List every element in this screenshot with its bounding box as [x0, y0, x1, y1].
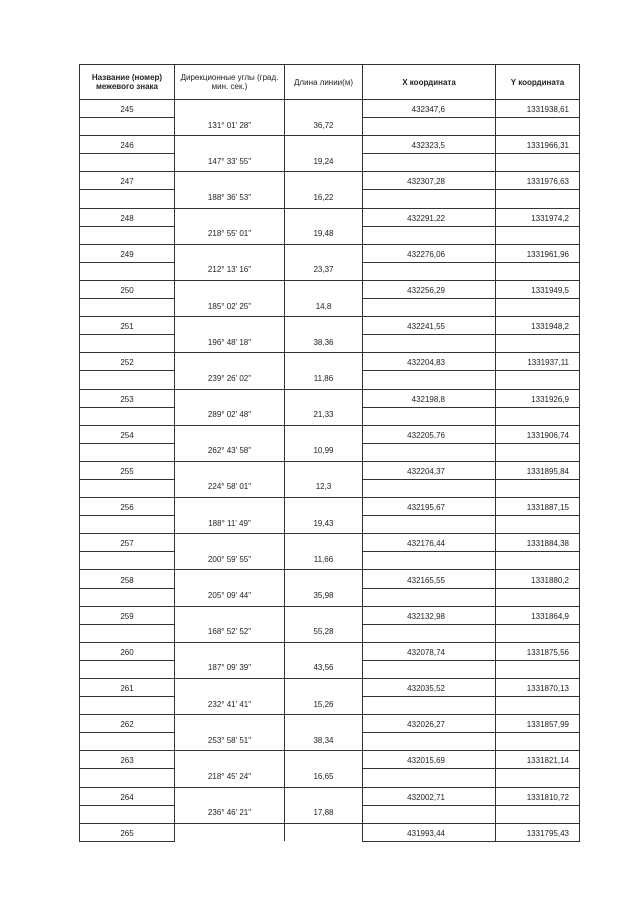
table-row	[80, 136, 580, 154]
empty-cell	[363, 226, 496, 244]
empty-cell	[496, 697, 580, 715]
empty-cell	[80, 443, 175, 461]
x-coordinate: 432276,06	[363, 244, 496, 262]
x-coordinate: 432204,37	[363, 461, 496, 479]
empty-cell	[175, 787, 285, 805]
empty-cell	[175, 172, 285, 190]
empty-cell	[363, 407, 496, 425]
table-row	[80, 299, 580, 317]
empty-cell	[285, 570, 363, 588]
directional-angle: 224° 58' 01"	[175, 479, 285, 497]
empty-cell	[496, 443, 580, 461]
boundary-mark-name: 246	[80, 136, 175, 154]
empty-cell	[285, 787, 363, 805]
y-coordinate: 1331880,2	[496, 570, 580, 588]
directional-angle: 187° 09' 39"	[175, 660, 285, 678]
empty-cell	[363, 371, 496, 389]
empty-cell	[80, 805, 175, 823]
x-coordinate: 432241,55	[363, 317, 496, 335]
empty-cell	[175, 244, 285, 262]
directional-angle: 218° 45' 24"	[175, 769, 285, 787]
empty-cell	[496, 118, 580, 136]
table-row	[80, 100, 580, 118]
boundary-mark-name: 258	[80, 570, 175, 588]
table-row	[80, 226, 580, 244]
empty-cell	[496, 516, 580, 534]
boundary-mark-name: 262	[80, 715, 175, 733]
empty-cell	[175, 100, 285, 118]
empty-cell	[175, 498, 285, 516]
table-row	[80, 317, 580, 335]
empty-cell	[80, 407, 175, 425]
table-row	[80, 208, 580, 226]
empty-cell	[285, 280, 363, 298]
empty-cell	[363, 660, 496, 678]
table-row	[80, 498, 580, 516]
table-row	[80, 805, 580, 823]
table-row	[80, 335, 580, 353]
empty-cell	[285, 498, 363, 516]
x-coordinate: 432256,29	[363, 280, 496, 298]
empty-cell	[496, 226, 580, 244]
directional-angle: 232° 41' 41"	[175, 697, 285, 715]
empty-cell	[363, 552, 496, 570]
directional-angle: 212° 13' 16"	[175, 262, 285, 280]
empty-cell	[175, 208, 285, 226]
line-length: 17,88	[285, 805, 363, 823]
line-length: 36,72	[285, 118, 363, 136]
line-length: 11,66	[285, 552, 363, 570]
empty-cell	[80, 624, 175, 642]
empty-cell	[363, 335, 496, 353]
table-row	[80, 660, 580, 678]
boundary-mark-name: 253	[80, 389, 175, 407]
table-row	[80, 118, 580, 136]
header-line-length: Длина линии(м)	[285, 65, 363, 100]
directional-angle: 236° 46' 21"	[175, 805, 285, 823]
table-row	[80, 697, 580, 715]
y-coordinate: 1331961,96	[496, 244, 580, 262]
table-row	[80, 443, 580, 461]
empty-cell	[285, 751, 363, 769]
boundary-mark-name: 257	[80, 534, 175, 552]
empty-cell	[363, 190, 496, 208]
empty-cell	[496, 660, 580, 678]
empty-cell	[363, 588, 496, 606]
boundary-mark-name: 261	[80, 679, 175, 697]
empty-cell	[175, 715, 285, 733]
directional-angle: 218° 55' 01"	[175, 226, 285, 244]
x-coordinate: 432035,52	[363, 679, 496, 697]
table-row	[80, 733, 580, 751]
table-row	[80, 407, 580, 425]
empty-cell	[363, 262, 496, 280]
empty-cell	[175, 823, 285, 841]
empty-cell	[80, 660, 175, 678]
empty-cell	[285, 715, 363, 733]
directional-angle: 131° 01' 28"	[175, 118, 285, 136]
empty-cell	[496, 479, 580, 497]
y-coordinate: 1331938,61	[496, 100, 580, 118]
y-coordinate: 1331864,9	[496, 606, 580, 624]
empty-cell	[496, 335, 580, 353]
directional-angle: 205° 09' 44"	[175, 588, 285, 606]
line-length: 55,28	[285, 624, 363, 642]
empty-cell	[363, 299, 496, 317]
table-row	[80, 606, 580, 624]
x-coordinate: 432015,69	[363, 751, 496, 769]
y-coordinate: 1331810,72	[496, 787, 580, 805]
y-coordinate: 1331895,84	[496, 461, 580, 479]
x-coordinate: 432205,76	[363, 425, 496, 443]
line-length: 38,34	[285, 733, 363, 751]
boundary-mark-name: 248	[80, 208, 175, 226]
x-coordinate: 432026,27	[363, 715, 496, 733]
empty-cell	[80, 190, 175, 208]
table-row	[80, 715, 580, 733]
line-length: 35,98	[285, 588, 363, 606]
line-length: 19,43	[285, 516, 363, 534]
empty-cell	[285, 389, 363, 407]
directional-angle: 262° 43' 58"	[175, 443, 285, 461]
empty-cell	[363, 697, 496, 715]
boundary-mark-name: 255	[80, 461, 175, 479]
empty-cell	[285, 461, 363, 479]
directional-angle: 196° 48' 18"	[175, 335, 285, 353]
x-coordinate: 432291,22	[363, 208, 496, 226]
table-row	[80, 262, 580, 280]
directional-angle: 253° 58' 51"	[175, 733, 285, 751]
boundary-mark-name: 249	[80, 244, 175, 262]
x-coordinate: 432078,74	[363, 642, 496, 660]
empty-cell	[496, 407, 580, 425]
empty-cell	[285, 208, 363, 226]
empty-cell	[496, 624, 580, 642]
empty-cell	[496, 371, 580, 389]
empty-cell	[285, 172, 363, 190]
table-row	[80, 461, 580, 479]
y-coordinate: 1331795,43	[496, 823, 580, 841]
header-x-coordinate: X координата	[363, 65, 496, 100]
y-coordinate: 1331875,56	[496, 642, 580, 660]
empty-cell	[175, 136, 285, 154]
empty-cell	[285, 100, 363, 118]
empty-cell	[175, 642, 285, 660]
boundary-mark-name: 260	[80, 642, 175, 660]
empty-cell	[80, 371, 175, 389]
empty-cell	[496, 733, 580, 751]
y-coordinate: 1331870,13	[496, 679, 580, 697]
x-coordinate: 432002,71	[363, 787, 496, 805]
header-directional-angles: Дирекционные углы (град. мин. сек.)	[175, 65, 285, 100]
empty-cell	[80, 733, 175, 751]
boundary-mark-name: 259	[80, 606, 175, 624]
table-row	[80, 642, 580, 660]
empty-cell	[175, 425, 285, 443]
empty-cell	[175, 461, 285, 479]
y-coordinate: 1331887,15	[496, 498, 580, 516]
table-row	[80, 534, 580, 552]
line-length: 16,65	[285, 769, 363, 787]
table-row	[80, 371, 580, 389]
table-row	[80, 353, 580, 371]
empty-cell	[80, 154, 175, 172]
empty-cell	[80, 118, 175, 136]
empty-cell	[496, 262, 580, 280]
x-coordinate: 432195,67	[363, 498, 496, 516]
empty-cell	[363, 516, 496, 534]
empty-cell	[175, 389, 285, 407]
boundary-mark-name: 264	[80, 787, 175, 805]
table-row	[80, 244, 580, 262]
y-coordinate: 1331884,38	[496, 534, 580, 552]
empty-cell	[285, 353, 363, 371]
line-length: 43,56	[285, 660, 363, 678]
directional-angle: 200° 59' 55"	[175, 552, 285, 570]
empty-cell	[285, 679, 363, 697]
directional-angle: 289° 02' 48"	[175, 407, 285, 425]
empty-cell	[285, 317, 363, 335]
x-coordinate: 432198,8	[363, 389, 496, 407]
y-coordinate: 1331926,9	[496, 389, 580, 407]
boundary-mark-name: 256	[80, 498, 175, 516]
boundary-mark-name: 250	[80, 280, 175, 298]
empty-cell	[285, 534, 363, 552]
boundary-mark-name: 247	[80, 172, 175, 190]
line-length: 23,37	[285, 262, 363, 280]
table-row	[80, 389, 580, 407]
y-coordinate: 1331976,63	[496, 172, 580, 190]
empty-cell	[175, 606, 285, 624]
table-row	[80, 751, 580, 769]
y-coordinate: 1331857,99	[496, 715, 580, 733]
empty-cell	[285, 606, 363, 624]
table-row	[80, 172, 580, 190]
empty-cell	[175, 570, 285, 588]
line-length: 19,48	[285, 226, 363, 244]
empty-cell	[285, 642, 363, 660]
header-boundary-mark-name: Название (номер) межевого знака	[80, 65, 175, 100]
x-coordinate: 431993,44	[363, 823, 496, 841]
table-row	[80, 154, 580, 172]
empty-cell	[285, 823, 363, 841]
line-length: 14,8	[285, 299, 363, 317]
table-row	[80, 190, 580, 208]
line-length: 11,86	[285, 371, 363, 389]
empty-cell	[363, 624, 496, 642]
table-row	[80, 425, 580, 443]
x-coordinate: 432307,28	[363, 172, 496, 190]
x-coordinate: 432323,5	[363, 136, 496, 154]
empty-cell	[363, 443, 496, 461]
table-row	[80, 552, 580, 570]
empty-cell	[80, 516, 175, 534]
boundary-mark-name: 245	[80, 100, 175, 118]
empty-cell	[80, 299, 175, 317]
empty-cell	[80, 697, 175, 715]
y-coordinate: 1331974,2	[496, 208, 580, 226]
boundary-mark-name: 254	[80, 425, 175, 443]
empty-cell	[363, 479, 496, 497]
table-row	[80, 516, 580, 534]
boundary-mark-name: 252	[80, 353, 175, 371]
empty-cell	[496, 552, 580, 570]
empty-cell	[285, 136, 363, 154]
empty-cell	[496, 588, 580, 606]
line-length: 10,99	[285, 443, 363, 461]
empty-cell	[80, 262, 175, 280]
y-coordinate: 1331949,5	[496, 280, 580, 298]
empty-cell	[80, 769, 175, 787]
x-coordinate: 432176,44	[363, 534, 496, 552]
empty-cell	[80, 479, 175, 497]
y-coordinate: 1331966,31	[496, 136, 580, 154]
empty-cell	[363, 154, 496, 172]
table-row	[80, 570, 580, 588]
table-row	[80, 769, 580, 787]
line-length: 19,24	[285, 154, 363, 172]
coordinates-table	[79, 64, 580, 842]
table-row	[80, 679, 580, 697]
empty-cell	[496, 154, 580, 172]
table-row	[80, 823, 580, 841]
line-length: 21,33	[285, 407, 363, 425]
x-coordinate: 432347,6	[363, 100, 496, 118]
table-row	[80, 787, 580, 805]
empty-cell	[285, 425, 363, 443]
empty-cell	[175, 280, 285, 298]
directional-angle: 188° 36' 53"	[175, 190, 285, 208]
y-coordinate: 1331937,11	[496, 353, 580, 371]
empty-cell	[496, 805, 580, 823]
empty-cell	[175, 317, 285, 335]
empty-cell	[285, 244, 363, 262]
empty-cell	[80, 552, 175, 570]
empty-cell	[363, 769, 496, 787]
table-row	[80, 479, 580, 497]
empty-cell	[80, 588, 175, 606]
line-length: 38,36	[285, 335, 363, 353]
line-length: 16,22	[285, 190, 363, 208]
y-coordinate: 1331948,2	[496, 317, 580, 335]
line-length: 12,3	[285, 479, 363, 497]
empty-cell	[363, 118, 496, 136]
table-header-row	[80, 65, 580, 100]
empty-cell	[175, 353, 285, 371]
y-coordinate: 1331906,74	[496, 425, 580, 443]
empty-cell	[175, 679, 285, 697]
empty-cell	[363, 805, 496, 823]
header-y-coordinate: Y координата	[496, 65, 580, 100]
line-length: 15,26	[285, 697, 363, 715]
directional-angle: 168° 52' 52"	[175, 624, 285, 642]
table-row	[80, 588, 580, 606]
table-row	[80, 280, 580, 298]
y-coordinate: 1331821,14	[496, 751, 580, 769]
x-coordinate: 432165,55	[363, 570, 496, 588]
empty-cell	[175, 751, 285, 769]
table-row	[80, 624, 580, 642]
boundary-mark-name: 251	[80, 317, 175, 335]
table-body	[80, 100, 580, 842]
empty-cell	[496, 769, 580, 787]
empty-cell	[496, 299, 580, 317]
directional-angle: 239° 26' 02"	[175, 371, 285, 389]
directional-angle: 185° 02' 25"	[175, 299, 285, 317]
directional-angle: 147° 33' 55"	[175, 154, 285, 172]
empty-cell	[80, 335, 175, 353]
x-coordinate: 432204,83	[363, 353, 496, 371]
empty-cell	[175, 534, 285, 552]
x-coordinate: 432132,98	[363, 606, 496, 624]
empty-cell	[496, 190, 580, 208]
boundary-mark-name: 265	[80, 823, 175, 841]
empty-cell	[363, 733, 496, 751]
boundary-mark-name: 263	[80, 751, 175, 769]
directional-angle: 188° 11' 49"	[175, 516, 285, 534]
empty-cell	[80, 226, 175, 244]
